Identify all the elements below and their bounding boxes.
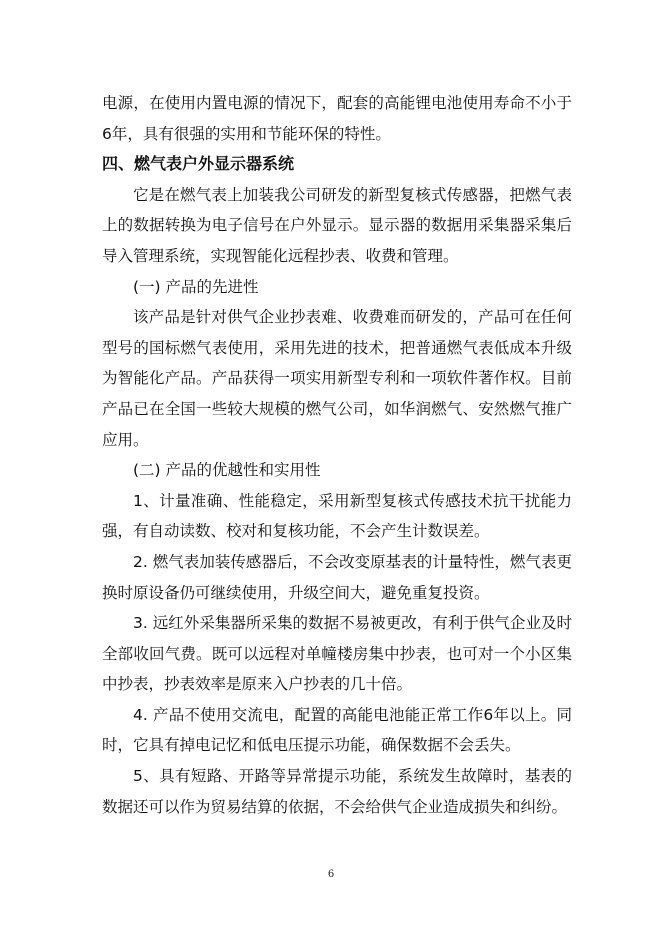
list-item: 4. 产品不使用交流电，配置的高能电池能正常工作6年以上。同时，它具有掉电记忆和低电压提示功能，确保数据不会丢失。 [102,705,572,755]
subsection-title-advancement: (一) 产品的先进性 [133,277,259,296]
section-intro-paragraph: 它是在燃气表上加装我公司研发的新型复核式传感器，把燃气表上的数据转换为电子信号在户外显示。显示器的数据用采集器采集后导入管理系统，实现智能化远程抄表、收费和管理。 [102,185,572,265]
list-item: 1、计量准确、性能稳定，采用新型复核式传感技术抗干扰能力强，有自动读数、校对和复核功能，不会产生计数误差。 [102,491,572,541]
subsection-title-advantages: (二) 产品的优越性和实用性 [133,461,321,480]
page-number: 6 [327,869,335,880]
section-heading: 四、燃气表户外显示器系统 [102,154,295,174]
list-item: 3. 远红外采集器所采集的数据不易被更改，有利于供气企业及时全部收回气费。既可以远程对单幢楼房集中抄表，也可对一个小区集中抄表，抄表效率是原来入户抄表的几十倍。 [102,614,572,694]
list-item: 5、具有短路、开路等异常提示功能，系统发生故障时，基表的数据还可以作为贸易结算的依据，不会给供气企业造成损失和纠纷。 [102,767,572,816]
intro-paragraph: 电源，在使用内置电源的情况下，配套的高能锂电池使用寿命不小于6年，具有很强的实用和节能环保的特性。 [102,94,572,143]
list-item: 2. 燃气表加装传感器后，不会改变原基表的计量特性，燃气表更换时原设备仍可继续使用，升级空间大，避免重复投资。 [102,552,572,602]
subsection-body-advancement: 该产品是针对供气企业抄表难、收费难而研发的，产品可在任何型号的国标燃气表使用，采用先进的技术，把普通燃气表低成本升级为智能化产品。产品获得一项实用新型专利和一项软件著作权。目前产品已在全国一些较大规模的燃气公司，如华润燃气、安然燃气推广应用。 [102,308,572,449]
document-body [102,88,572,822]
